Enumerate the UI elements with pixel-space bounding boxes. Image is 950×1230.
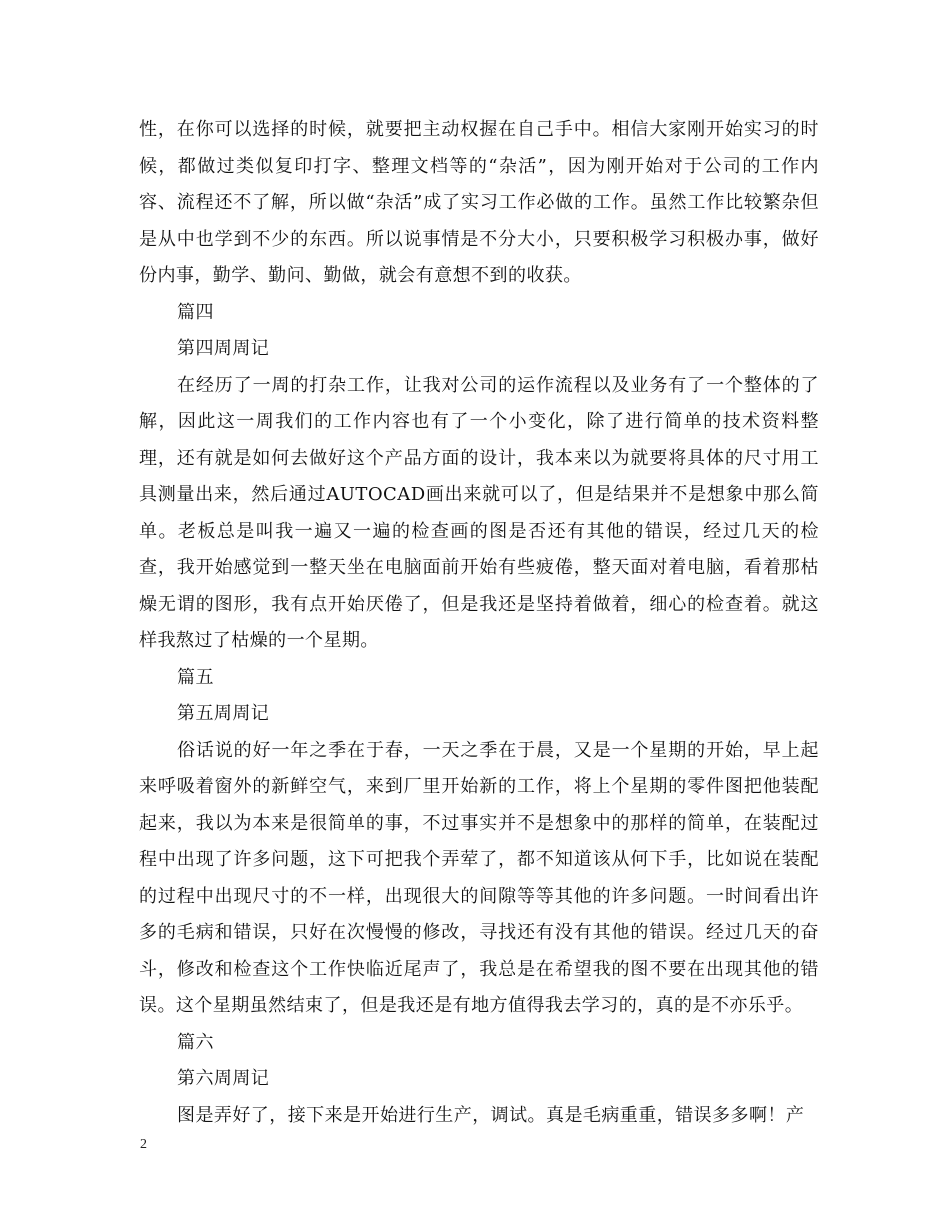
paragraph-week-6: 图是弄好了，接下来是开始进行生产，调试。真是毛病重重，错误多多啊！产 bbox=[177, 1104, 805, 1126]
paragraph-week-5: 俗话说的好一年之季在于春，一天之季在于晨，又是一个星期的开始，早上起来呼吸着窗外的新鲜空气，来到厂里开始新的工作，将上个星期的零件图把他装配起来，我以为本来是很简单的事，不过事实并不是想象中的那样的简单，在装配过程中出现了许多问题，这下可把我个弄荤了，都不知道该从何下手，比如说在装配的过程中出现尺寸的不一样，出现很大的间隙等等其他的许多问题。一时间看出许多的毛病和错误，只好在次慢慢的修改，寻找还有没有其他的错误。经过几天的奋斗，修改和检查这个工作快临近尾声了，我总是在希望我的图不要在出现其他的错误。这个星期虽然结束了，但是我还是有地方值得我去学习的，真的是不亦乐乎。 bbox=[139, 739, 819, 1016]
section-label-5: 篇五 bbox=[177, 666, 214, 688]
page-number: 2 bbox=[140, 1137, 147, 1152]
week-6-heading: 第六周周记 bbox=[177, 1068, 270, 1089]
paragraph-week-4: 在经历了一周的打杂工作，让我对公司的运作流程以及业务有了一个整体的了解，因此这一周我们的工作内容也有了一个小变化，除了进行简单的技术资料整理，还有就是如何去做好这个产品方面的设计，我本来以为就要将具体的尺寸用工具测量出来，然后通过AUTOCAD画出来就可以了，但是结果并不是想象中那么简单。老板总是叫我一遍又一遍的检查画的图是否还有其他的错误，经过几天的检查，我开始感觉到一整天坐在电脑面前开始有些疲倦，整天面对着电脑，看着那枯燥无谓的图形，我有点开始厌倦了，但是我还是坚持着做着，细心的检查着。就这样我熬过了枯燥的一个星期。 bbox=[139, 374, 819, 651]
section-label-4: 篇四 bbox=[177, 301, 214, 323]
week-5-heading: 第五周周记 bbox=[177, 703, 270, 724]
paragraph-1: 性，在你可以选择的时候，就要把主动权握在自己手中。相信大家刚开始实习的时候，都做过类似复印打字、整理文档等的“杂活”，因为刚开始对于公司的工作内容、流程还不了解，所以做“杂活”成了实习工作必做的工作。虽然工作比较繁杂但是从中也学到不少的东西。所以说事情是不分大小，只要积极学习积极办事，做好份内事，勤学、勤问、勤做，就会有意想不到的收获。 bbox=[139, 119, 819, 286]
week-4-heading: 第四周周记 bbox=[177, 338, 270, 359]
section-label-6: 篇六 bbox=[177, 1031, 214, 1053]
page-body bbox=[139, 112, 819, 1134]
